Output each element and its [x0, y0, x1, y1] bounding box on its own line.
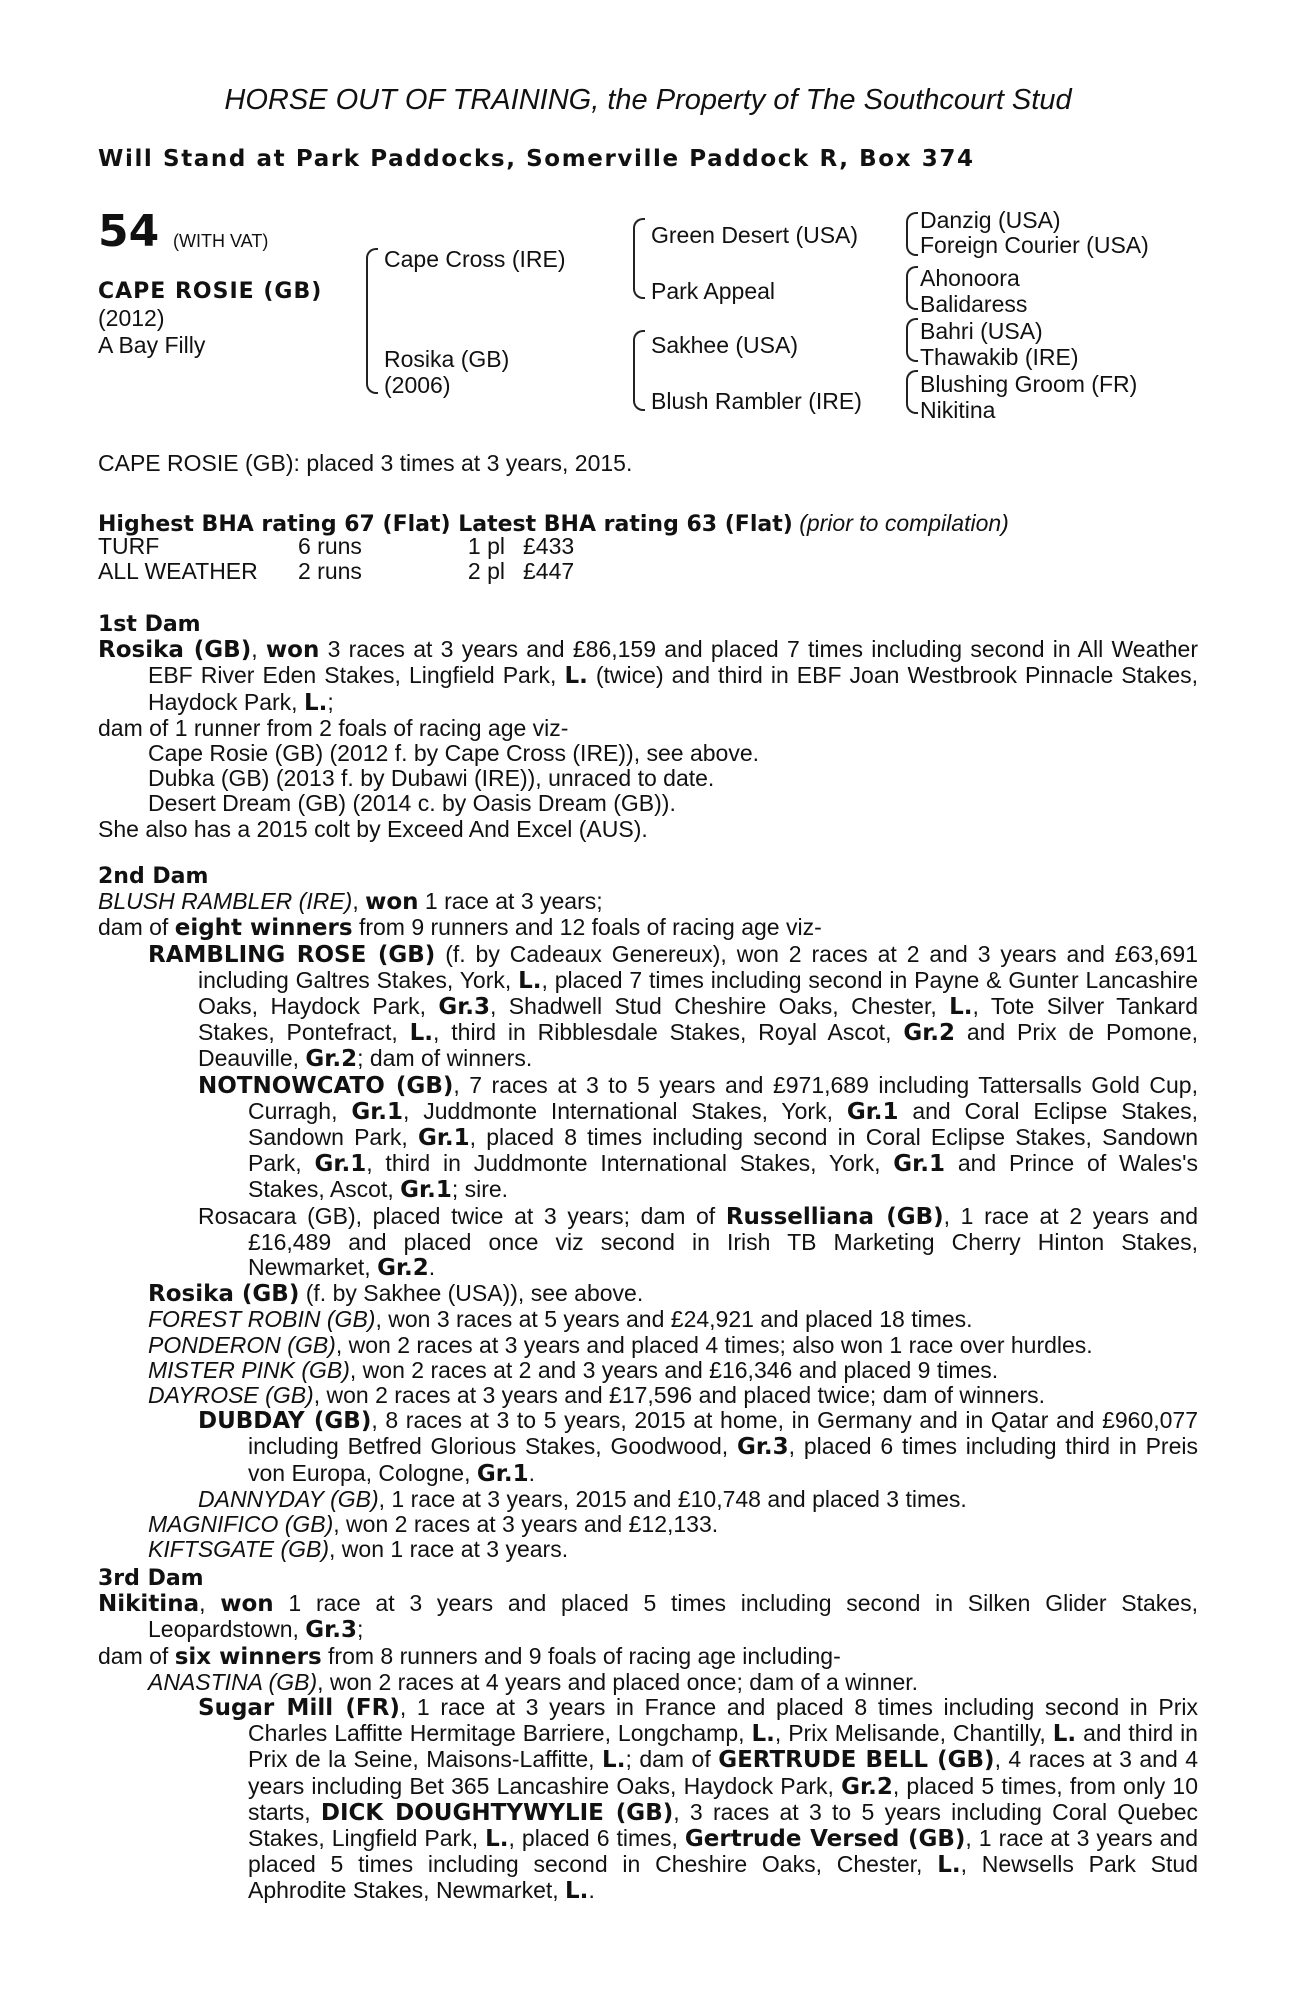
record-text: , third in Juddmonte International Stakes, York,	[366, 1150, 894, 1177]
horse-year: (2012)	[98, 305, 165, 331]
record-text: , won 3 races at 5 years and £24,921 and placed 18 times.	[375, 1306, 973, 1333]
listed-mark: L.	[303, 689, 328, 716]
record-text: , placed 6 times,	[508, 1825, 685, 1852]
pedigree-g2: Foreign Courier (USA)	[920, 232, 1149, 258]
produce-item	[98, 1487, 1198, 1512]
produce-item: Dubka (GB) (2013 f. by Dubawi (IRE)), unraced to date.	[148, 765, 715, 792]
section-heading: 1st Dam	[98, 612, 201, 637]
record-text: , Shadwell Stud Cheshire Oaks, Chester,	[490, 993, 950, 1020]
dam-name: Rosika (GB)	[98, 637, 252, 664]
section-heading: 3rd Dam	[98, 1566, 204, 1591]
record-text: , 7 races at 3 to 5 years and £971,689 including Tattersalls Gold Cup, Curragh,	[248, 1071, 1198, 1124]
group-mark: Gr.2	[903, 1020, 955, 1047]
produce-item	[98, 1333, 1198, 1358]
record-text: , placed 5 times, from only 10 starts,	[248, 1772, 1198, 1825]
pedigree-brace	[906, 212, 918, 256]
produce-intro	[98, 1644, 1198, 1670]
table-cell: 2 pl	[467, 558, 505, 584]
record-text: , 3 races at 3 to 5 years including Coral Quebec Stakes, Lingfield Park,	[248, 1798, 1198, 1852]
race-summary: CAPE ROSIE (GB): placed 3 times at 3 years, 2015.	[98, 450, 633, 476]
dam-record: BLUSH RAMBLER (IRE), won 1 race at 3 years;	[98, 888, 603, 916]
produce-item	[98, 942, 1198, 1073]
horse-entry-name: Russelliana (GB)	[725, 1203, 944, 1230]
horse-entry-name: Rosika (GB)	[148, 1281, 300, 1308]
group-mark: Gr.2	[841, 1773, 893, 1800]
record-text: (twice) and third in EBF Joan Westbrook Pinnacle Stakes, Haydock Park,	[148, 662, 1198, 715]
record-text: 3 races at 3 years and £86,159 and placed 7 times including second in All Weather EBF River Eden Stakes, Lingfield Park,	[148, 636, 1199, 689]
record-text: dam of	[98, 1642, 175, 1669]
listed-mark: L.	[751, 1721, 775, 1748]
produce-item	[98, 1670, 1198, 1695]
pedigree-brace	[906, 266, 918, 310]
record-text: 1 race at 3 years and placed 5 times including second in Silken Glider Stakes, Leopardstown,	[148, 1590, 1198, 1643]
record-text: ; dam of winners.	[357, 1045, 533, 1072]
record-text: , won 2 races at 3 years and £12,133.	[333, 1511, 719, 1538]
group-mark: Gr.1	[351, 1098, 404, 1125]
pedigree-g4: Balidaress	[920, 291, 1028, 317]
group-mark: Gr.3	[438, 994, 491, 1021]
record-text: , won 1 race at 3 years.	[329, 1536, 569, 1563]
pedigree-brace	[906, 318, 918, 362]
record-text: ; sire.	[451, 1176, 509, 1203]
table-row	[98, 534, 574, 559]
produce-item: Desert Dream (GB) (2014 c. by Oasis Dream (GB)).	[148, 790, 676, 817]
vat-note: (WITH VAT)	[173, 231, 269, 251]
group-mark: Gr.2	[377, 1255, 429, 1282]
record-text: .	[528, 1459, 535, 1486]
pedigree-dam-sire: Sakhee (USA)	[651, 332, 799, 358]
listed-mark: L.	[949, 994, 973, 1021]
record-text: ; dam of	[625, 1746, 719, 1773]
record-text: , placed 6 times including third in Preis von Europa, Cologne,	[248, 1433, 1198, 1486]
group-mark: Gr.1	[846, 1098, 899, 1125]
pedigree-brace	[366, 248, 378, 394]
produce-item	[98, 1383, 1198, 1408]
won-label: won	[220, 1591, 274, 1618]
horse-entry-name: PONDERON (GB)	[148, 1331, 336, 1358]
pedigree-brace	[633, 330, 645, 411]
record-text: and Coral Eclipse Stakes, Sandown Park,	[248, 1097, 1199, 1151]
listed-mark: L.	[565, 1878, 589, 1905]
horse-entry-name: RAMBLING ROSE (GB)	[148, 941, 436, 968]
pedigree-sire: Cape Cross (IRE)	[384, 246, 566, 272]
record-text: , Tote Silver Tankard Stakes, Pontefract,	[198, 993, 1198, 1046]
record-text: .	[588, 1877, 595, 1904]
dam-name: Nikitina	[98, 1591, 200, 1618]
record-text: , placed 7 times including second in Payne & Gunter Lancashire Oaks, Haydock Park,	[198, 966, 1198, 1020]
pedigree-g7: Blushing Groom (FR)	[920, 371, 1138, 397]
stand-location: Will Stand at Park Paddocks, Somerville Paddock R, Box 374	[98, 146, 975, 172]
won-label: won	[265, 637, 320, 664]
lot-number: 54	[98, 206, 160, 257]
pedigree-sire-sire: Green Desert (USA)	[651, 222, 859, 248]
produce-item	[98, 1537, 1198, 1562]
group-mark: Gr.1	[400, 1177, 452, 1204]
runs-table	[98, 534, 574, 584]
record-text: , 1 race at 2 years and £16,489 and placed once viz second in Irish TB Marketing Cherry Hinton Stakes, Newmarket,	[248, 1202, 1198, 1281]
record-text: , won 2 races at 3 years and placed 4 times; also won 1 race over hurdles.	[335, 1331, 1093, 1358]
record-text: and Prince of Wales's Stakes, Ascot,	[248, 1150, 1198, 1203]
table-cell: TURF	[98, 533, 160, 559]
horse-entry-name: ANASTINA (GB)	[148, 1668, 318, 1695]
listed-mark: L.	[564, 663, 588, 690]
produce-item	[98, 1408, 1198, 1487]
produce-intro	[98, 915, 1198, 941]
winners-count: six winners	[174, 1643, 322, 1670]
record-text: , Juddmonte International Stakes, York,	[403, 1097, 847, 1124]
group-mark: Gr.1	[893, 1151, 945, 1178]
record-text: and Prix de Pomone, Deauville,	[198, 1019, 1198, 1072]
record-text: , 1 race at 3 years and placed 5 times including second in Cheshire Oaks, Chester,	[248, 1825, 1199, 1878]
produce-item	[98, 1307, 1198, 1332]
pedigree-brace	[906, 370, 918, 414]
record-text: , 1 race at 3 years, 2015 and £10,748 and placed 3 times.	[378, 1485, 967, 1512]
horse-entry-name: DANNYDAY (GB)	[198, 1485, 379, 1512]
group-mark: Gr.3	[305, 1617, 357, 1644]
pedigree-dam-dam: Blush Rambler (IRE)	[651, 388, 862, 414]
table-cell: ALL WEATHER	[98, 558, 258, 584]
second-dam-section	[98, 864, 1198, 1562]
produce-item	[98, 1204, 1198, 1282]
dam-record: Nikitina, won 1 race at 3 years and placed 5 times including second in Silken Glider Stakes, Leopardstown, Gr.3;	[98, 1590, 1198, 1644]
pedigree-dam-year: (2006)	[384, 372, 451, 398]
table-cell: 6 runs	[298, 533, 362, 559]
record-text: , 4 races at 3 and 4 years including Bet 365 Lancashire Oaks, Haydock Park,	[248, 1746, 1199, 1799]
group-mark: Gr.1	[476, 1460, 529, 1487]
horse-entry-name: GERTRUDE BELL (GB)	[718, 1747, 995, 1774]
produce-item	[98, 1695, 1198, 1905]
listed-mark: L.	[518, 967, 542, 994]
listed-mark: L.	[602, 1747, 626, 1774]
horse-entry-name: MAGNIFICO (GB)	[148, 1511, 334, 1538]
record-text: .	[428, 1254, 436, 1281]
pedigree-brace	[633, 218, 645, 299]
record-text: , 8 races at 3 to 5 years, 2015 at home, in Germany and in Qatar and £960,077 including Betfred Glorious Stakes, Goodwood,	[248, 1407, 1198, 1460]
horse-entry-name: DICK DOUGHTYWYLIE (GB)	[320, 1799, 674, 1826]
produce-note: She also has a 2015 colt by Exceed And Excel (AUS).	[98, 815, 648, 842]
pedigree-dam: Rosika (GB)	[384, 346, 510, 372]
produce-item	[98, 1358, 1198, 1383]
horse-description: A Bay Filly	[98, 332, 206, 358]
horse-entry-name: NOTNOWCATO (GB)	[198, 1072, 454, 1099]
pedigree-g5: Bahri (USA)	[920, 318, 1043, 344]
group-mark: Gr.3	[736, 1434, 789, 1461]
third-dam-section	[98, 1566, 1198, 1905]
horse-entry-name: Sugar Mill (FR)	[198, 1695, 400, 1722]
pedigree-sire-dam: Park Appeal	[651, 278, 776, 304]
pedigree-g3: Ahonoora	[920, 265, 1020, 291]
record-text: , won 2 races at 3 years and £17,596 and placed twice; dam of winners.	[313, 1382, 1046, 1409]
listed-mark: L.	[937, 1852, 961, 1879]
record-text: , third in Ribblesdale Stakes, Royal Ascot,	[433, 1019, 904, 1046]
record-text: , won 2 races at 2 and 3 years and £16,346 and placed 9 times.	[349, 1356, 999, 1383]
produce-item	[98, 1281, 1198, 1307]
first-dam-section	[98, 612, 1198, 842]
record-text: ;	[356, 1616, 364, 1643]
produce-item: Cape Rosie (GB) (2012 f. by Cape Cross (IRE)), see above.	[148, 740, 760, 767]
record-text: Rosacara (GB), placed twice at 3 years; dam of	[198, 1202, 726, 1229]
rating-note: (prior to compilation)	[799, 510, 1009, 536]
record-text: from 9 runners and 12 foals of racing age viz-	[352, 914, 822, 941]
record-text: , Newsells Park Stud Aphrodite Stakes, Newmarket,	[248, 1851, 1198, 1904]
record-text: 1 race at 3 years;	[418, 888, 603, 915]
winners-count: eight winners	[174, 915, 353, 942]
horse-entry-name: Gertrude Versed (GB)	[684, 1826, 966, 1853]
horse-entry-name: DUBDAY (GB)	[198, 1408, 372, 1435]
pedigree-g6: Thawakib (IRE)	[920, 344, 1079, 370]
listed-mark: L.	[409, 1020, 434, 1047]
section-heading: 2nd Dam	[98, 864, 209, 889]
group-mark: Gr.2	[305, 1046, 358, 1073]
won-label: won	[365, 889, 419, 916]
table-cell: 2 runs	[298, 558, 362, 584]
horse-name: CAPE ROSIE (GB)	[98, 279, 323, 304]
page-title: HORSE OUT OF TRAINING, the Property of The Southcourt Stud	[224, 84, 1072, 116]
dam-name: BLUSH RAMBLER (IRE)	[98, 888, 353, 915]
listed-mark: L.	[485, 1826, 509, 1853]
produce-item	[98, 1073, 1198, 1204]
produce-intro: dam of 1 runner from 2 foals of racing age viz-	[98, 714, 569, 741]
group-mark: Gr.1	[417, 1125, 470, 1152]
listed-mark: L.	[1052, 1721, 1077, 1748]
record-text: (f. by Cadeaux Genereux), won 2 races at 2 and 3 years and £63,691 including Galtres Stakes, York,	[198, 940, 1198, 993]
record-text: and third in Prix de la Seine, Maisons-Laffitte,	[248, 1720, 1198, 1773]
table-cell: £433	[523, 533, 575, 559]
table-cell: 1 pl	[467, 533, 505, 559]
record-text: , Prix Melisande, Chantilly,	[774, 1720, 1053, 1747]
table-cell: £447	[523, 558, 575, 584]
record-text: dam of	[98, 914, 175, 941]
record-text: (f. by Sakhee (USA)), see above.	[299, 1280, 644, 1307]
record-text: from 8 runners and 9 foals of racing age including-	[321, 1642, 841, 1669]
table-row	[98, 559, 574, 584]
record-text: , 1 race at 3 years in France and placed 8 times including second in Prix Charles Laffitte Hermitage Barriere, Longchamp,	[248, 1694, 1198, 1747]
pedigree-g8: Nikitina	[920, 397, 996, 423]
horse-entry-name: MISTER PINK (GB)	[148, 1356, 350, 1383]
record-text: , placed 8 times including second in Coral Eclipse Stakes, Sandown Park,	[248, 1124, 1198, 1177]
horse-entry-name: FOREST ROBIN (GB)	[148, 1306, 376, 1333]
produce-item	[98, 1512, 1198, 1537]
dam-record: Rosika (GB), won 3 races at 3 years and £86,159 and placed 7 times including second in All Weather EBF River Eden Stakes, Lingfield Park, L. (twice) and third in EBF Joan Westbrook Pinnacle Stakes, Haydock Park, L.;	[98, 636, 1199, 716]
horse-entry-name: DAYROSE (GB)	[148, 1382, 314, 1409]
group-mark: Gr.1	[314, 1151, 367, 1178]
pedigree-g1: Danzig (USA)	[920, 207, 1061, 233]
horse-entry-name: KIFTSGATE (GB)	[148, 1536, 330, 1563]
rating-label: Highest BHA rating 67 (Flat) Latest BHA rating 63 (Flat)	[98, 512, 793, 537]
record-text: ;	[327, 688, 334, 715]
record-text: , won 2 races at 4 years and placed once; dam of a winner.	[317, 1668, 919, 1695]
